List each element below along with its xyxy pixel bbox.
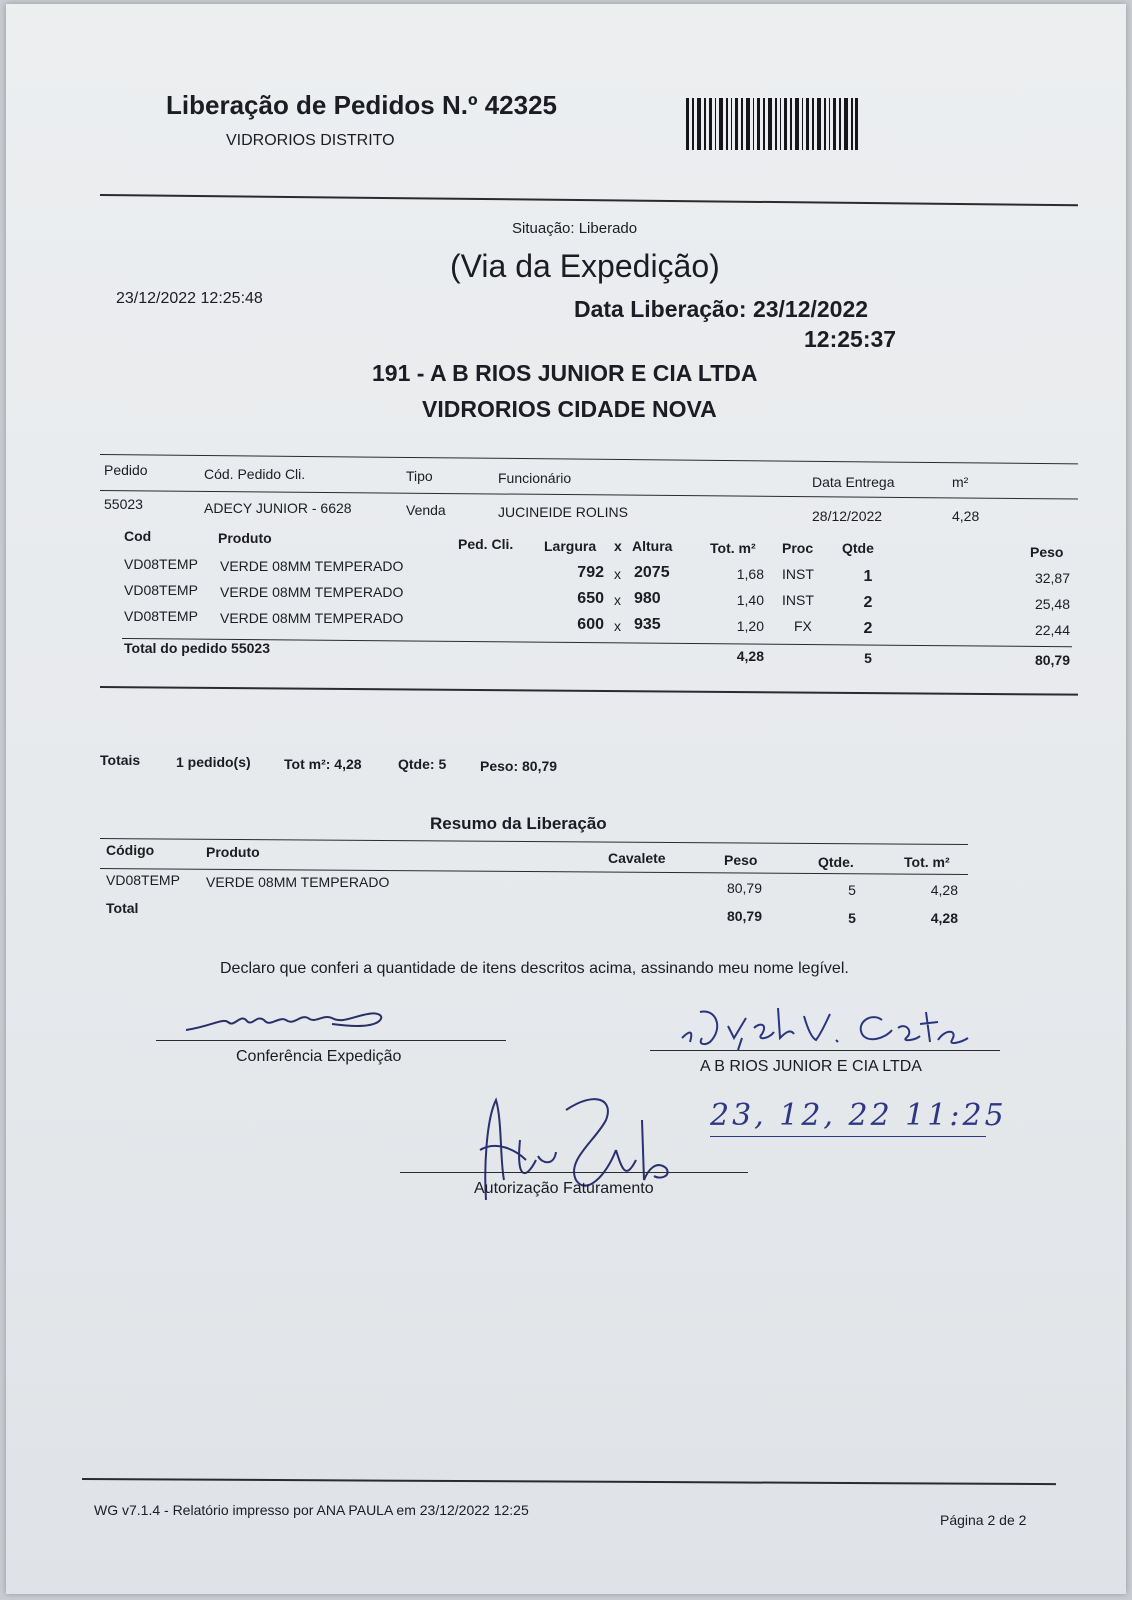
row-proc: INST (782, 566, 814, 582)
summary-col-qtde: Qtde. (818, 854, 854, 870)
totals-qtde: Qtde: 5 (398, 756, 447, 772)
col-tipo: Tipo (406, 468, 433, 484)
row-produto: VERDE 08MM TEMPERADO (220, 610, 404, 626)
col-m2: m² (952, 474, 969, 490)
via-label: (Via da Expedição) (450, 248, 720, 284)
row-tot-m2: 1,40 (736, 592, 764, 608)
row-cod: VD08TEMP (124, 556, 198, 572)
items-col-proc: Proc (782, 540, 814, 556)
totals-m2: Tot m²: 4,28 (284, 756, 362, 772)
items-col-cod: Cod (124, 528, 152, 544)
summary-row-peso: 80,79 (726, 880, 762, 896)
footer-divider (82, 1478, 1056, 1485)
col-cod-pedido-cli: Cód. Pedido Cli. (204, 466, 306, 482)
release-date: Data Liberação: 23/12/2022 (574, 296, 869, 322)
row-produto: VERDE 08MM TEMPERADO (220, 584, 404, 600)
summary-row-produto: VERDE 08MM TEMPERADO (206, 874, 390, 890)
order-total-m2: 4,28 (736, 648, 764, 664)
row-proc: INST (782, 592, 814, 608)
row-altura: 2075 (634, 564, 670, 581)
row-peso: 32,87 (1034, 570, 1070, 586)
row-peso: 22,44 (1034, 622, 1070, 638)
divider (100, 490, 1078, 500)
items-col-produto: Produto (218, 530, 272, 546)
printed-timestamp: 23/12/2022 12:25:48 (116, 290, 263, 307)
divider (100, 194, 1078, 206)
row-x: x (614, 566, 621, 582)
summary-col-produto: Produto (206, 844, 260, 860)
order-total-qtde: 5 (864, 650, 872, 666)
row-qtde: 1 (863, 568, 873, 585)
signature-label-center: Autorização Faturamento (474, 1180, 654, 1197)
signature-label-left: Conferência Expedição (236, 1048, 402, 1065)
barcode (686, 98, 858, 150)
items-col-peso: Peso (1030, 544, 1064, 560)
signature-line-left (156, 1040, 506, 1041)
row-altura: 980 (634, 590, 661, 607)
row-tot-m2: 1,20 (736, 618, 764, 634)
summary-total-qtde: 5 (848, 910, 856, 926)
divider (100, 454, 1078, 464)
summary-total-peso: 80,79 (726, 908, 762, 924)
totals-label: Totais (100, 752, 141, 768)
declaration-text: Declaro que conferi a quantidade de itens descritos acima, assinando meu nome legível. (220, 960, 849, 977)
col-pedido: Pedido (104, 462, 148, 478)
row-largura: 650 (577, 590, 604, 607)
document-page (6, 4, 1126, 1594)
row-x: x (614, 618, 621, 634)
items-col-tot-m2: Tot. m² (710, 540, 756, 556)
items-col-x: x (614, 538, 622, 554)
row-altura: 935 (634, 616, 661, 633)
col-funcionario: Funcionário (498, 470, 572, 486)
handwritten-underline (710, 1136, 986, 1137)
signature-client (676, 998, 1016, 1054)
row-peso: 25,48 (1034, 596, 1070, 612)
row-qtde: 2 (863, 594, 873, 611)
totals-peso: Peso: 80,79 (480, 758, 558, 774)
status-text: Situação: Liberado (512, 220, 638, 237)
col-data-entrega: Data Entrega (812, 474, 895, 490)
summary-col-tot-m2: Tot. m² (904, 854, 950, 870)
row-qtde: 2 (863, 620, 873, 637)
handwritten-date: 23, 12, 22 11:25 (710, 1098, 1007, 1133)
summary-row-codigo: VD08TEMP (106, 872, 180, 888)
order-cod-cli: ADECY JUNIOR - 6628 (204, 500, 352, 516)
signature-line-right (650, 1050, 1000, 1051)
summary-row-qtde: 5 (848, 882, 856, 898)
signature-line-center (400, 1172, 748, 1173)
signature-label-right: A B RIOS JUNIOR E CIA LTDA (700, 1058, 922, 1075)
row-tot-m2: 1,68 (736, 566, 764, 582)
order-total-label: Total do pedido 55023 (124, 640, 270, 656)
summary-total-label: Total (106, 900, 139, 916)
client-name: 191 - A B RIOS JUNIOR E CIA LTDA (372, 360, 758, 386)
order-m2: 4,28 (952, 508, 980, 524)
items-col-largura: Largura (544, 538, 597, 554)
signature-conferencia (182, 1004, 392, 1038)
items-col-qtde: Qtde (842, 540, 874, 556)
release-time: 12:25:37 (804, 326, 897, 352)
row-x: x (614, 592, 621, 608)
order-pedido: 55023 (104, 496, 143, 512)
summary-total-m2: 4,28 (930, 910, 958, 926)
company-name: VIDRORIOS DISTRITO (226, 132, 395, 149)
row-largura: 600 (577, 616, 604, 633)
summary-title: Resumo da Liberação (430, 814, 607, 833)
summary-col-cavalete: Cavalete (608, 850, 666, 866)
summary-row-tot-m2: 4,28 (930, 882, 958, 898)
page-title: Liberação de Pedidos N.º 42325 (166, 90, 557, 120)
items-col-altura: Altura (632, 538, 673, 554)
footer-printed-by: WG v7.1.4 - Relatório impresso por ANA PAULA em 23/12/2022 12:25 (94, 1502, 529, 1518)
row-produto: VERDE 08MM TEMPERADO (220, 558, 404, 574)
order-tipo: Venda (406, 502, 446, 518)
items-col-ped-cli: Ped. Cli. (458, 536, 514, 552)
summary-col-peso: Peso (724, 852, 758, 868)
totals-pedidos: 1 pedido(s) (176, 754, 251, 770)
page-number: Página 2 de 2 (940, 1512, 1027, 1528)
summary-col-codigo: Código (106, 842, 155, 858)
row-cod: VD08TEMP (124, 608, 198, 624)
order-data-entrega: 28/12/2022 (812, 508, 883, 524)
row-largura: 792 (577, 564, 604, 581)
order-total-peso: 80,79 (1034, 652, 1070, 668)
client-branch: VIDRORIOS CIDADE NOVA (422, 396, 717, 422)
order-funcionario: JUCINEIDE ROLINS (498, 504, 628, 520)
row-cod: VD08TEMP (124, 582, 198, 598)
row-proc: FX (794, 618, 812, 634)
divider (100, 686, 1078, 696)
